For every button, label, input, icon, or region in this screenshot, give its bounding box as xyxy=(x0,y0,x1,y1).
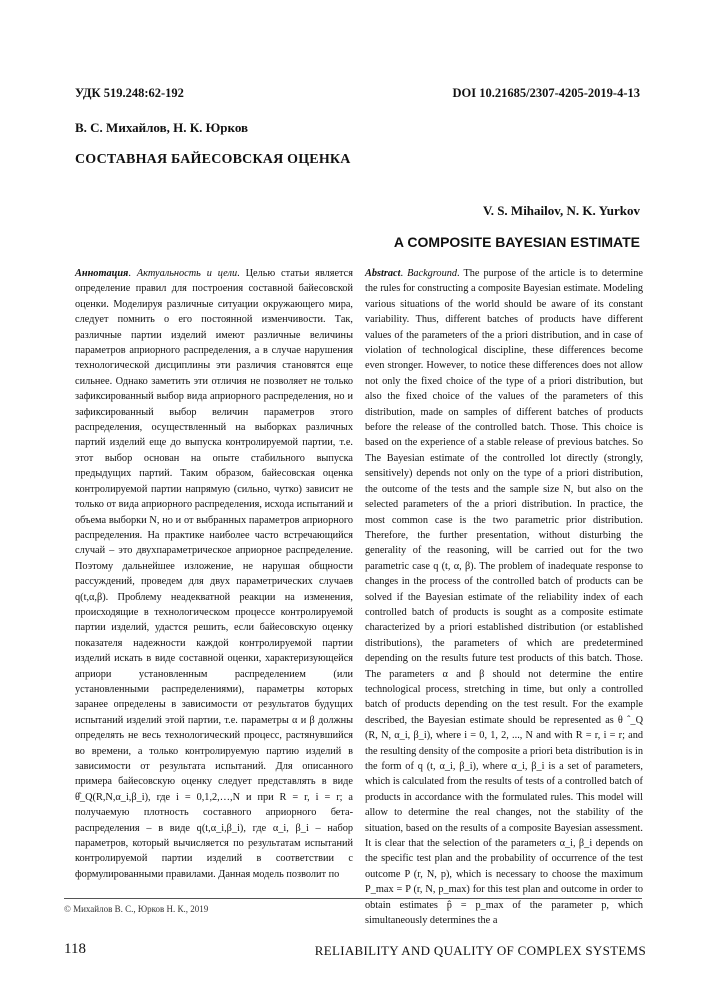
doi-code: DOI 10.21685/2307-4205-2019-4-13 xyxy=(452,86,640,100)
footer-divider xyxy=(64,898,642,899)
abstract-text-en: The purpose of the article is to determine the rules for constructing a composite Bayesian estimate. Modeling various situations of the world should be aware of its constant variability. Thus, different batches of products have different values of the parameters of the a priori distribution, and in case of violation of technological discipline, these differences become even stronger. However, to notice these differences does not allow not only the fixed choice of the type of a priori distribution, but also the fixed choice of the values of the parameters of this distribution, made on samples of different batches of products before the release of the controlled batch. Those. This choice is based on the experience of a stable release of previous batches. So The Bayesian estimate of the controlled lot directly (strongly, sensitively) depends not only on the type of a priori distribution, the outcome of the tests and the sample size N, but also on the selected parameters of the a priori distribution. In practice, the most common case is the two parametric prior distribution. Therefore, the further presentation, without disturbing the generality of the reasoning, will be carried out for the two parametric case q (t, α, β). The problem of inadequate response to changes in the process of the controlled batch of products can be solved if the Bayesian estimate of the reliability index of each controlled batch of products is sought as a composite estimate characterized by a priori established distribution (or established distributions), the parameters of which are predetermined depending on the results future test products of this batch. Those. The parameters α and β should not determine the entire technological process, stretching in time, but only a controlled batch of products depending on the test result. For the example described, the Bayesian estimate should be represented as θ ˆ_Q (R, N, α_i, β_i), where i = 0, 1, 2, ..., N and with R = r, i = r; and the resulting density of the composite a priori beta distribution is in the form of q (t, α_i, β_i), where α_i, β_i is a set of parameters, which is calculated from the results of tests of a controlled batch of products in accordance with the formulated rules. This model will allow to determine the real changes, not the stability of the situation, based on the results of a composite Bayesian assessment. It is clear that the selection of the parameters α_i, β_i depends on the specific test plan and the probability of occurrence of the test outcome P (r, N, p), which is necessary to choose the maximum P_max = P (r, N, p_max) for this test plan and outcome in order to obtain estimates p̂ = p_max of the parameter p, which simultaneously determines the a xyxy=(365,268,644,927)
udk-code: УДК 519.248:62-192 xyxy=(75,86,184,100)
title-russian: СОСТАВНАЯ БАЙЕСОВСКАЯ ОЦЕНКА xyxy=(75,152,351,167)
journal-title: RELIABILITY AND QUALITY OF COMPLEX SYSTEMS xyxy=(314,943,646,958)
abstract-subheading-en: Background xyxy=(407,268,458,279)
abstract-text-ru: Целью статьи является определение правил для построения составной байесовской оценки. Моделируя различные ситуации окружающего мира, следует помнить о его постоянной изменчивости. Так, различные партии изделий имеют различные величины параметров априорного распределения, а в случае нарушения технологической дисциплины эти различия становятся еще сильнее. Однако заметить эти отличия не позволяет не только зафиксированный выбор вида априорного распределения, но и зафиксированный выбор величин параметров этого распределения, осуществленный на выборках различных партий изделий еще до выпуска контролируемой партии, т.е. этот выбор основан на опыте стабильного выпуска предыдущих партий. Таким образом, байесовская оценка контролируемой партии напрямую (сильно, чутко) зависит не только от вида априорного распределения, исхода испытаний и объема выборки N, но и от выбранных параметров априорного распределения. На практике наиболее часто встречающийся случай – это двухпараметрическое априорное распределение. Поэтому дальнейшее изложение, не нарушая общности рассуждений, проведем для двух параметрических случаев q(t,α,β). Проблему неадекватной реакции на изменения, происходящие в технологическом процессе контролируемой партии изделий, удастся решить, если байесовскую оценку показателя надежности каждой контролируемой партии изделий искать в виде составной оценки, характеризующейся априори установленным распределением (или установленными распределениями), параметры которых заранее определены в зависимости от результатов будущих испытаний изделий этой партии, т.е. параметры α и β должны определять не весь технологический процесс, растянувшийся во времени, а только контролируемую партию изделий в зависимости от результата испытаний. Для описанного примера байесовскую оценку следует представлять в виде θ̂_Q(R,N,α_i,β_i), где i = 0,1,2,…,N и при R = r, i = r; а получаемую плотность составного априорного бета-распределения – в виде q(t,α_i,β_i), где α_i, β_i – набор параметров, который вычисляется по результатам испытаний контролируемой партии изделий в соответствии с формулированными правилами. Данная модель позволит по xyxy=(75,268,353,880)
page-number: 118 xyxy=(64,941,86,957)
authors-english: V. S. Mihailov, N. K. Yurkov xyxy=(482,203,640,218)
copyright-note: © Михайлов В. С., Юрков Н. К., 2019 xyxy=(64,904,209,914)
authors-russian: В. С. Михайлов, Н. К. Юрков xyxy=(75,120,249,135)
abstract-russian: Аннотация. Актуальность и цели. Целью статьи является определение правил для построения составной байесовской оценки. Моделируя различные ситуации окружающего мира, следует помнить о его постоянной изменчивости. Так, различные партии изделий имеют различные величины параметров априорного распределения, а в случае нарушения технологической дисциплины эти различия становятся еще сильнее. Однако заметить эти отличия не позволяет не только зафиксированный выбор вида априорного распределения, но и зафиксированный выбор величин параметров этого распределения, осуществленный на выборках различных партий изделий еще до выпуска контролируемой партии, т.е. этот выбор основан на опыте стабильного выпуска предыдущих партий. Таким образом, байесовская оценка контролируемой партии напрямую (сильно, чутко) зависит не только от вида априорного распределения, исхода испытаний и объема выборки N, но и от выбранных параметров априорного распределения. На практике наиболее часто встречающийся случай – это двухпараметрическое априорное распределение. Поэтому дальнейшее изложение, не нарушая общности рассуждений, проведем для двух параметрических случаев q(t,α,β). Проблему неадекватной реакции на изменения, происходящие в технологическом процессе контролируемой партии изделий, удастся решить, если байесовскую оценку показателя надежности каждой контролируемой партии изделий искать в виде составной оценки, характеризующейся априори установленным распределением (или установленными распределениями), параметры которых заранее определены в зависимости от результатов будущих испытаний изделий этой партии, т.е. параметры α и β должны определять не весь технологический процесс, растянувшийся во времени, а только контролируемую партию изделий в зависимости от результата испытаний. Для описанного примера байесовскую оценку следует представлять в виде θ̂_Q(R,N,α_i,β_i), где i = 0,1,2,…,N и при R = r, i = r; а получаемую плотность составного априорного бета-распределения – в виде q(t,α_i,β_i), где α_i, β_i – набор параметров, который вычисляется по результатам испытаний контролируемой партии изделий в соответствии с формулированными правилами. Данная модель позволит по xyxy=(75,268,353,880)
abstract-label-ru: Аннотация xyxy=(75,268,129,279)
abstract-english: Abstract. Background. The purpose of the article is to determine the rules for constructing a composite Bayesian estimate. Modeling various situations of the world should be aware of its constant variability. Thus, different batches of products have different values of the parameters of the a priori distribution, and in case of violation of technological discipline, these differences become even stronger. However, to notice these differences does not allow not only the fixed choice of the type of a priori distribution, but also the fixed choice of the values of the parameters of this distribution, made on samples of different batches of products before the release of the controlled batch. Those. This choice is based on the experience of a stable release of previous batches. So The Bayesian estimate of the controlled lot directly (strongly, sensitively) depends not only on the type of a priori distribution, the outcome of the tests and the sample size N, but also on the selected parameters of the a priori distribution. In practice, the most common case is the two parametric prior distribution. Therefore, the further presentation, without disturbing the generality of the reasoning, will be carried out for the two parametric case q (t, α, β). The problem of inadequate response to changes in the process of the controlled batch of products can be solved if the Bayesian estimate of the reliability index of each controlled batch of products is sought as a composite estimate characterized by a priori established distribution (or established distributions), the parameters of which are predetermined depending on the results future test products of this batch. Those. The parameters α and β should not determine the entire technological process, stretching in time, but only a controlled batch of products depending on the test result. For the example described, the Bayesian estimate should be represented as θ ˆ_Q (R, N, α_i, β_i), where i = 0, 1, 2, ..., N and with R = r, i = r; and the resulting density of the composite a priori beta distribution is in the form of q (t, α_i, β_i), where α_i, β_i is a set of parameters, which is calculated from the results of tests of a controlled batch of products in accordance with the formulated rules. This model will allow to determine the real changes, not the stability of the situation, based on the results of a composite Bayesian assessment. It is clear that the selection of the parameters α_i, β_i depends on the specific test plan and the probability of occurrence of the test outcome P (r, N, p), which is necessary to choose the maximum P_max = P (r, N, p_max) for this test plan and outcome in order to obtain estimates p̂ = p_max of the parameter p, which simultaneously determines the a xyxy=(365,268,644,927)
title-english: A COMPOSITE BAYESIAN ESTIMATE xyxy=(393,234,640,250)
abstract-label-en: Abstract xyxy=(365,268,401,279)
abstract-subheading-ru: Актуальность и цели xyxy=(136,268,238,279)
